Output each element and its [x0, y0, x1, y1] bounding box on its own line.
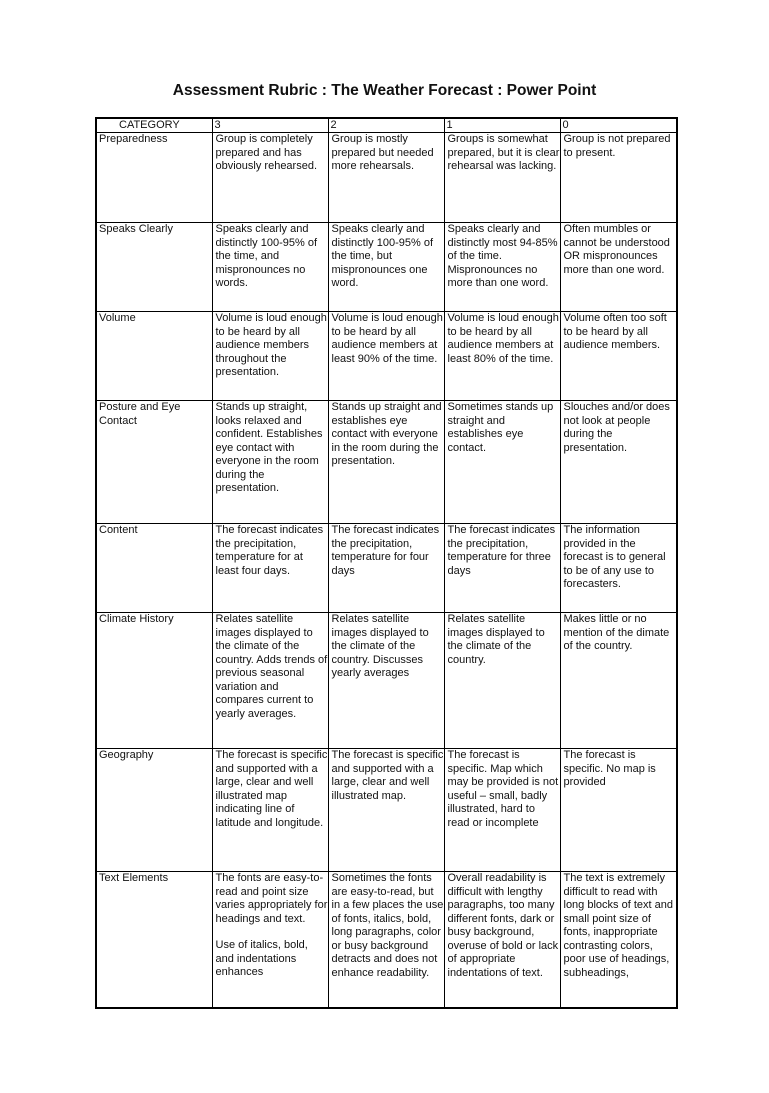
- row-category: Posture and Eye Contact: [96, 401, 212, 524]
- cell-score-3: The forecast indicates the precipitation, temperature for at least four days.: [212, 524, 328, 613]
- table-row: [96, 133, 677, 223]
- cell-score-1: Sometimes stands up straight and establishes eye contact.: [444, 401, 560, 524]
- table-row: [96, 872, 677, 1008]
- header-score-3: 3: [212, 118, 328, 133]
- table-row: [96, 613, 677, 749]
- cell-paragraph: The fonts are easy-to-read and point size varies appropriately for headings and text.: [215, 872, 328, 925]
- cell-score-3: [212, 872, 328, 1008]
- cell-score-2: Relates satellite images displayed to the climate of the country. Discusses yearly averages: [328, 613, 444, 749]
- rubric-table: [95, 117, 678, 1009]
- cell-score-2: Group is mostly prepared but needed more rehearsals.: [328, 133, 444, 223]
- cell-score-1: Volume is loud enough to be heard by all audience members at least 80% of the time.: [444, 312, 560, 401]
- cell-score-3: Relates satellite images displayed to the climate of the country. Adds trends of previous seasonal variation and compares current to yearly averages.: [212, 613, 328, 749]
- header-row: [96, 118, 677, 133]
- table-row: [96, 524, 677, 613]
- table-row: [96, 223, 677, 312]
- cell-score-2: Volume is loud enough to be heard by all audience members at least 90% of the time.: [328, 312, 444, 401]
- cell-score-1: The forecast indicates the precipitation, temperature for three days: [444, 524, 560, 613]
- cell-score-1: Groups is somewhat prepared, but it is clear rehearsal was lacking.: [444, 133, 560, 223]
- row-category: Geography: [96, 749, 212, 872]
- cell-score-2: Speaks clearly and distinctly 100-95% of the time, but mispronounces one word.: [328, 223, 444, 312]
- cell-score-0: The text is extremely difficult to read with long blocks of text and small point size of fonts, inappropriate contrasting colors, poor use of headings, subheadings,: [560, 872, 677, 1008]
- cell-score-0: The information provided in the forecast is to general to be of any use to forecasters.: [560, 524, 677, 613]
- cell-score-2: Stands up straight and establishes eye contact with everyone in the room during the presentation.: [328, 401, 444, 524]
- cell-score-3: Volume is loud enough to be heard by all audience members throughout the presentation.: [212, 312, 328, 401]
- cell-score-1: Speaks clearly and distinctly most 94-85% of the time. Mispronounces no more than one word.: [444, 223, 560, 312]
- cell-score-0: The forecast is specific. No map is provided: [560, 749, 677, 872]
- table-row: [96, 749, 677, 872]
- cell-score-0: Group is not prepared to present.: [560, 133, 677, 223]
- row-category: Volume: [96, 312, 212, 401]
- cell-score-2: The forecast is specific and supported with a large, clear and well illustrated map.: [328, 749, 444, 872]
- cell-score-0: Often mumbles or cannot be understood OR mispronounces more than one word.: [560, 223, 677, 312]
- header-score-1: 1: [444, 118, 560, 133]
- cell-score-1: The forecast is specific. Map which may be provided is not useful – small, badly illustrated, hard to read or incomplete: [444, 749, 560, 872]
- table-row: [96, 312, 677, 401]
- cell-score-3: Group is completely prepared and has obviously rehearsed.: [212, 133, 328, 223]
- cell-score-1: Relates satellite images displayed to the climate of the country.: [444, 613, 560, 749]
- table-row: [96, 401, 677, 524]
- cell-paragraph: Use of italics, bold, and indentations enhances: [215, 939, 308, 978]
- header-score-0: 0: [560, 118, 677, 133]
- row-category: Content: [96, 524, 212, 613]
- cell-score-3: The forecast is specific and supported with a large, clear and well illustrated map indicating line of latitude and longitude.: [212, 749, 328, 872]
- cell-score-1: Overall readability is difficult with lengthy paragraphs, too many different fonts, dark or busy background, overuse of bold or lack of appropriate indentations of text.: [444, 872, 560, 1008]
- cell-score-2: Sometimes the fonts are easy-to-read, but in a few places the use of fonts, italics, bold, long paragraphs, color or busy background detracts and does not enhance readability.: [328, 872, 444, 1008]
- cell-score-3: Stands up straight, looks relaxed and confident. Establishes eye contact with everyone in the room during the presentation.: [212, 401, 328, 524]
- row-category: Climate History: [96, 613, 212, 749]
- cell-score-3: Speaks clearly and distinctly 100-95% of the time, and mispronounces no words.: [212, 223, 328, 312]
- header-score-2: 2: [328, 118, 444, 133]
- cell-score-0: Slouches and/or does not look at people during the presentation.: [560, 401, 677, 524]
- cell-score-0: Volume often too soft to be heard by all audience members.: [560, 312, 677, 401]
- row-category: Preparedness: [96, 133, 212, 223]
- row-category: Text Elements: [96, 872, 212, 1008]
- row-category: Speaks Clearly: [96, 223, 212, 312]
- document-title: Assessment Rubric : The Weather Forecast : Power Point: [172, 82, 597, 99]
- cell-score-2: The forecast indicates the precipitation, temperature for four days: [328, 524, 444, 613]
- header-category: CATEGORY: [96, 118, 212, 133]
- cell-score-0: Makes little or no mention of the dimate of the country.: [560, 613, 677, 749]
